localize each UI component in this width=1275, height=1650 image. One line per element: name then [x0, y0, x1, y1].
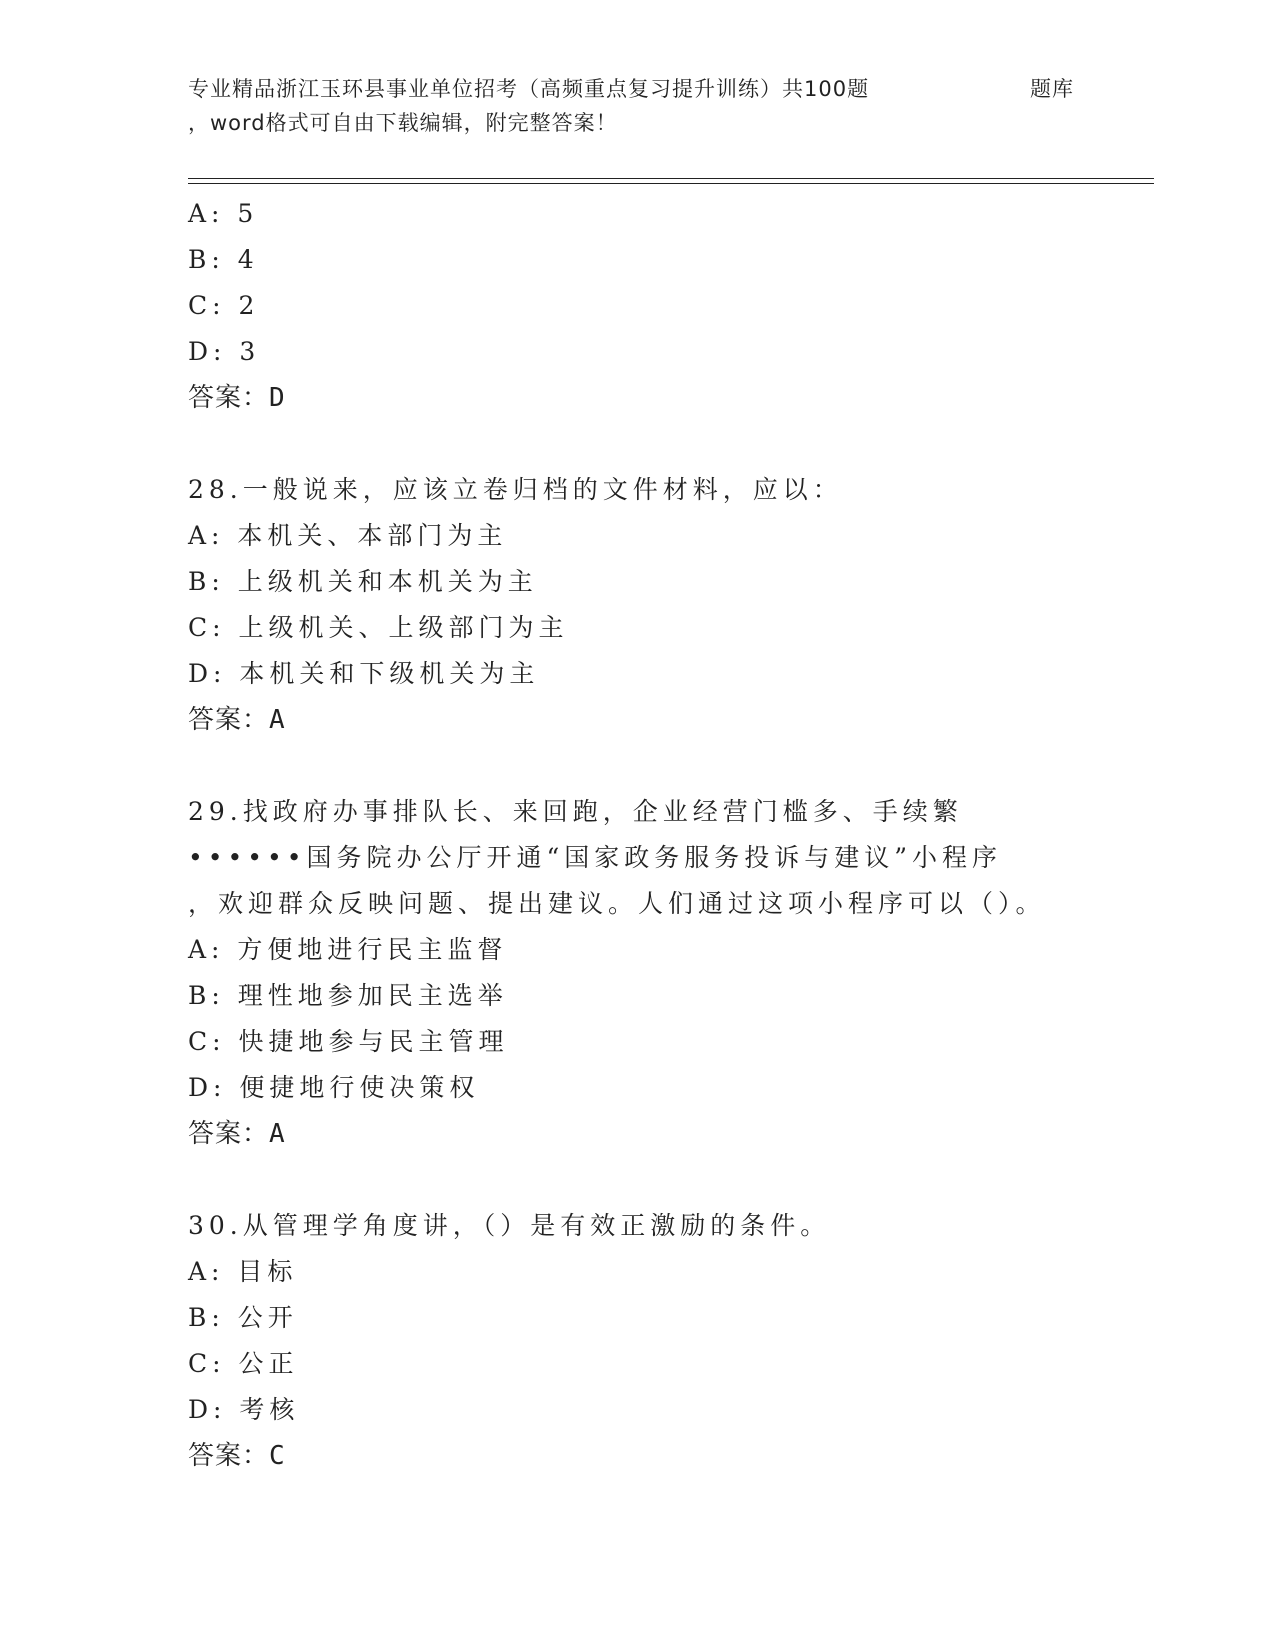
- header-line-2: ，word格式可自由下载编辑，附完整答案！: [188, 111, 618, 135]
- question-text: 30.从管理学角度讲，（）是有效正激励的条件。: [188, 1211, 831, 1240]
- answer-line: [188, 697, 1088, 743]
- answer-label: 答案：: [188, 1441, 270, 1471]
- header-divider-top: [188, 178, 1154, 179]
- header-line-1: [188, 72, 1148, 106]
- option-a: A: 5: [188, 199, 259, 228]
- answer-line: [188, 1111, 1088, 1157]
- option-a: A: 目标: [188, 1257, 298, 1286]
- option-d: D: 本机关和下级机关为主: [188, 659, 540, 688]
- option-d: D: 3: [188, 337, 261, 366]
- option-b: B: 公开: [188, 1303, 298, 1332]
- question-30: [188, 1203, 1088, 1479]
- option-b: B: 上级机关和本机关为主: [188, 567, 538, 596]
- question-28: [188, 467, 1088, 743]
- option-b: B: 理性地参加民主选举: [188, 981, 508, 1010]
- option-d: D: 考核: [188, 1395, 300, 1424]
- option-c: C: 公正: [188, 1349, 299, 1378]
- answer-line: [188, 1433, 1088, 1479]
- answer-value: A: [269, 705, 286, 735]
- question-content: [188, 191, 1088, 1479]
- option-c: C: 2: [188, 291, 260, 320]
- answer-line: [188, 375, 1088, 421]
- option-d: D: 便捷地行使决策权: [188, 1073, 480, 1102]
- answer-value: C: [269, 1441, 286, 1471]
- answer-value: A: [269, 1119, 286, 1149]
- question-text-line-3: ，欢迎群众反映问题、提出建议。人们通过这项小程序可以（）。: [188, 889, 1046, 918]
- page-header: [188, 72, 1148, 140]
- answer-label: 答案：: [188, 1119, 270, 1149]
- question-29: [188, 789, 1088, 1157]
- question-text-line-2: ••••••国务院办公厅开通“国家政务服务投诉与建议”小程序: [188, 843, 1003, 872]
- question-text: 28.一般说来，应该立卷归档的文件材料，应以：: [188, 475, 843, 504]
- option-b: B: 4: [188, 245, 259, 274]
- header-title: 专业精品浙江玉环县事业单位招考（高频重点复习提升训练）共100题: [188, 77, 870, 101]
- header-divider-bottom: [188, 183, 1154, 184]
- option-a: A: 方便地进行民主监督: [188, 935, 508, 964]
- option-c: C: 快捷地参与民主管理: [188, 1027, 509, 1056]
- question-27: [188, 191, 1088, 421]
- answer-label: 答案：: [188, 383, 270, 413]
- question-text-line-1: 29.找政府办事排队长、来回跑，企业经营门槛多、手续繁: [188, 797, 963, 826]
- answer-label: 答案：: [188, 705, 270, 735]
- header-right-tag: 题库: [1030, 77, 1074, 101]
- option-a: A: 本机关、本部门为主: [188, 521, 508, 550]
- answer-value: D: [269, 383, 286, 413]
- option-c: C: 上级机关、上级部门为主: [188, 613, 569, 642]
